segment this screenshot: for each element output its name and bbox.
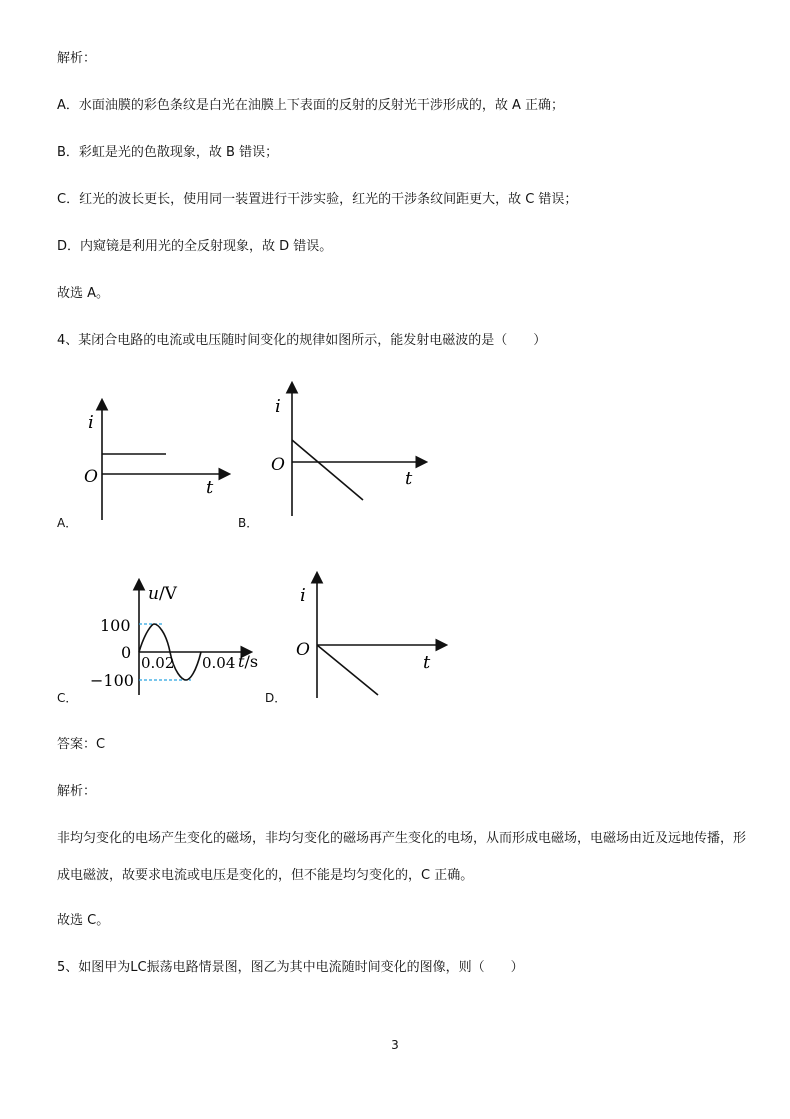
analysis-label: 解析： — [57, 784, 97, 799]
axis-label-u — [148, 584, 178, 604]
graph-b — [265, 378, 435, 518]
tick-neg100: −100 — [90, 671, 134, 690]
axis-label-t: t — [423, 652, 431, 673]
conclusion: 故选 A。 — [57, 286, 110, 301]
question-4: 4、某闭合电路的电流或电压随时间变化的规律如图所示，能发射电磁波的是（ ） — [57, 333, 547, 348]
answer: 答案：C — [57, 737, 106, 752]
origin-label: O — [271, 455, 285, 475]
tick-0: 0 — [121, 643, 132, 662]
option-a-label: A． — [57, 516, 78, 530]
origin-label: O — [296, 640, 310, 660]
axis-label-t-s — [238, 652, 258, 671]
analysis-line-b: B．彩虹是光的色散现象，故 B 错误； — [57, 145, 279, 160]
tick-0-02: 0.02 — [141, 654, 175, 672]
tick-100: 100 — [100, 616, 131, 635]
axis-label-i: i — [300, 585, 306, 606]
origin-label: O — [84, 467, 98, 487]
analysis-paragraph: 非均匀变化的电场产生变化的磁场，非均匀变化的磁场再产生变化的电场，从而形成电磁场，电磁场由近及远地传播，形成电磁波，故要求电流或电压是变化的，但不能是均匀变化的，C 正确。 — [57, 831, 747, 883]
tick-0-04: 0.04 — [202, 654, 236, 672]
axis-label-t: t — [206, 477, 214, 498]
option-d-label: D． — [265, 691, 287, 705]
option-b-label: B． — [238, 516, 259, 530]
graph-a — [80, 395, 240, 525]
axis-label-u-unit: /V — [158, 584, 177, 604]
analysis-line-d: D．内窥镜是利用光的全反射现象，故 D 错误。 — [57, 239, 333, 254]
analysis-line-a: A．水面油膜的彩色条纹是白光在油膜上下表面的反射的反射光干涉形成的，故 A 正确； — [57, 98, 565, 113]
axis-label-i: i — [275, 396, 281, 417]
axis-label-i: i — [88, 412, 94, 433]
graph-d — [290, 568, 460, 700]
analysis-line-c: C．红光的波长更长，使用同一装置进行干涉实验，红光的干涉条纹间距更大，故 C 错误； — [57, 192, 578, 207]
axis-label-t: t — [405, 468, 413, 489]
axis-label-t-symbol: t — [238, 652, 245, 671]
page-number: 3 — [391, 1038, 399, 1052]
analysis-label: 解析： — [57, 51, 97, 66]
question-5: 5、如图甲为LC振荡电路情景图，图乙为其中电流随时间变化的图像，则（ ） — [57, 960, 524, 975]
option-c-label: C． — [57, 691, 78, 705]
axis-label-u-symbol: u — [148, 584, 159, 604]
axis-label-t-unit: /s — [244, 652, 259, 671]
conclusion: 故选 C。 — [57, 913, 110, 928]
graph-c — [88, 575, 268, 697]
